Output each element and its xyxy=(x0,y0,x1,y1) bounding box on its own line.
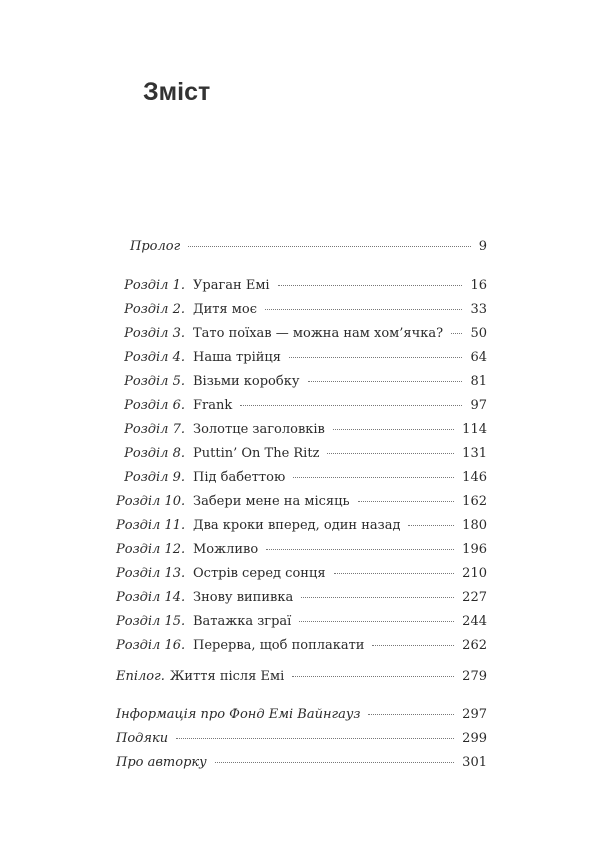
dot-leader xyxy=(265,308,462,310)
dot-leader xyxy=(278,284,463,286)
toc-entry-label: Розділ 15. xyxy=(116,614,186,629)
toc-entry-page: 279 xyxy=(462,669,487,684)
dot-leader xyxy=(188,245,471,247)
toc-entry-acknowledgements[interactable] xyxy=(116,729,487,749)
toc-entry-chapter[interactable] xyxy=(116,468,487,488)
toc-entry-epilogue[interactable] xyxy=(116,667,487,687)
dot-leader xyxy=(292,675,454,677)
toc-entry-label: Розділ 1. xyxy=(124,278,185,293)
toc-entry-foundation-info[interactable] xyxy=(116,705,487,725)
toc-entry-label: Розділ 14. xyxy=(116,590,186,605)
toc-entry-title: Під бабеттою xyxy=(193,470,286,485)
dot-leader xyxy=(215,761,454,763)
toc-entry-label: Розділ 13. xyxy=(116,566,186,581)
toc-entry-chapter[interactable] xyxy=(116,396,487,416)
toc-entry-chapter[interactable] xyxy=(116,588,487,608)
toc-entry-title: Puttin’ On The Ritz xyxy=(193,446,320,461)
toc-entry-title: Два кроки вперед, один назад xyxy=(193,518,401,533)
toc-entry-page: 299 xyxy=(462,731,487,746)
toc-entry-chapter[interactable] xyxy=(116,300,487,320)
toc-entry-page: 114 xyxy=(462,422,487,437)
toc-entry-title: Тато поїхав — можна нам хом’ячка? xyxy=(193,326,444,341)
toc-entry-title: Наша трійця xyxy=(193,350,281,365)
toc-entry-page: 81 xyxy=(470,374,487,389)
toc-entry-label: Розділ 5. xyxy=(124,374,185,389)
toc-entry-label: Епілог. xyxy=(116,669,165,684)
dot-leader xyxy=(176,737,454,739)
toc-entry-title: Життя після Емі xyxy=(169,669,285,684)
toc-entry-title: Ватажка зграї xyxy=(193,614,292,629)
toc-entry-title: Острів серед сонця xyxy=(193,566,326,581)
toc-entry-page: 227 xyxy=(462,590,487,605)
dot-leader xyxy=(372,644,454,646)
dot-leader xyxy=(451,332,462,334)
toc-entry-label: Розділ 8. xyxy=(124,446,185,461)
toc-entry-chapter[interactable] xyxy=(116,420,487,440)
toc-entry-label: Розділ 12. xyxy=(116,542,186,557)
toc-entry-page: 97 xyxy=(470,398,487,413)
toc-entry-page: 9 xyxy=(478,239,487,254)
dot-leader xyxy=(266,548,454,550)
toc-entry-page: 162 xyxy=(462,494,487,509)
toc-entry-label: Розділ 16. xyxy=(116,638,186,653)
toc-entry-chapter[interactable] xyxy=(116,324,487,344)
toc-entry-page: 180 xyxy=(462,518,487,533)
toc-entry-page: 33 xyxy=(470,302,487,317)
toc-entry-title: Ураган Емі xyxy=(193,278,270,293)
toc-entry-chapter[interactable] xyxy=(116,612,487,632)
dot-leader xyxy=(301,596,454,598)
toc-entry-chapter[interactable] xyxy=(116,348,487,368)
dot-leader xyxy=(293,476,454,478)
toc-entry-title: Frank xyxy=(193,398,233,413)
dot-leader xyxy=(358,500,455,502)
toc-entry-chapter[interactable] xyxy=(116,372,487,392)
toc-entry-label: Розділ 11. xyxy=(116,518,186,533)
toc-entry-chapter[interactable] xyxy=(116,492,487,512)
toc-entry-page: 262 xyxy=(462,638,487,653)
toc-entry-title: Перерва, щоб поплакати xyxy=(193,638,365,653)
toc-entry-label: Розділ 6. xyxy=(124,398,185,413)
dot-leader xyxy=(289,356,463,358)
dot-leader xyxy=(327,452,454,454)
toc-entry-title: Знову випивка xyxy=(193,590,294,605)
toc-entry-title: Візьми коробку xyxy=(193,374,300,389)
toc-entry-label: Розділ 4. xyxy=(124,350,185,365)
toc-entry-label: Розділ 7. xyxy=(124,422,185,437)
dot-leader xyxy=(299,620,454,622)
toc-entry-title: Дитя моє xyxy=(193,302,257,317)
dot-leader xyxy=(333,428,454,430)
toc-entry-page: 196 xyxy=(462,542,487,557)
toc-entry-title: Забери мене на місяць xyxy=(193,494,350,509)
toc-entry-chapter[interactable] xyxy=(116,276,487,296)
toc-entry-about-author[interactable] xyxy=(116,753,487,773)
toc-entry-page: 16 xyxy=(470,278,487,293)
toc-entry-label: Розділ 3. xyxy=(124,326,185,341)
toc-entry-page: 210 xyxy=(462,566,487,581)
toc-entry-label: Розділ 9. xyxy=(124,470,185,485)
toc-entry-chapter[interactable] xyxy=(116,516,487,536)
dot-leader xyxy=(408,524,454,526)
toc-entry-chapter[interactable] xyxy=(116,540,487,560)
toc-entry-page: 131 xyxy=(462,446,487,461)
toc-entry-page: 297 xyxy=(462,707,487,722)
dot-leader xyxy=(368,713,454,715)
toc-entry-label: Інформація про Фонд Емі Вайнгауз xyxy=(116,707,361,722)
toc-entry-page: 50 xyxy=(470,326,487,341)
toc-entry-chapter[interactable] xyxy=(116,444,487,464)
toc-entry-prologue[interactable] xyxy=(116,237,487,257)
page-title: Зміст xyxy=(143,78,211,106)
toc-entry-title: Можливо xyxy=(193,542,259,557)
dot-leader xyxy=(240,404,462,406)
toc-entry-label: Розділ 2. xyxy=(124,302,185,317)
toc-entry-title: Золотце заголовків xyxy=(193,422,325,437)
toc-entry-page: 146 xyxy=(462,470,487,485)
toc-entry-label: Розділ 10. xyxy=(116,494,186,509)
toc-entry-label: Про авторку xyxy=(116,755,207,770)
toc-entry-page: 64 xyxy=(470,350,487,365)
toc-entry-label: Подяки xyxy=(116,731,169,746)
toc-entry-chapter[interactable] xyxy=(116,564,487,584)
toc-entry-label: Пролог xyxy=(130,239,181,254)
toc-entry-chapter[interactable] xyxy=(116,636,487,656)
toc-entry-page: 301 xyxy=(462,755,487,770)
toc-entry-page: 244 xyxy=(462,614,487,629)
dot-leader xyxy=(334,572,455,574)
dot-leader xyxy=(308,380,463,382)
